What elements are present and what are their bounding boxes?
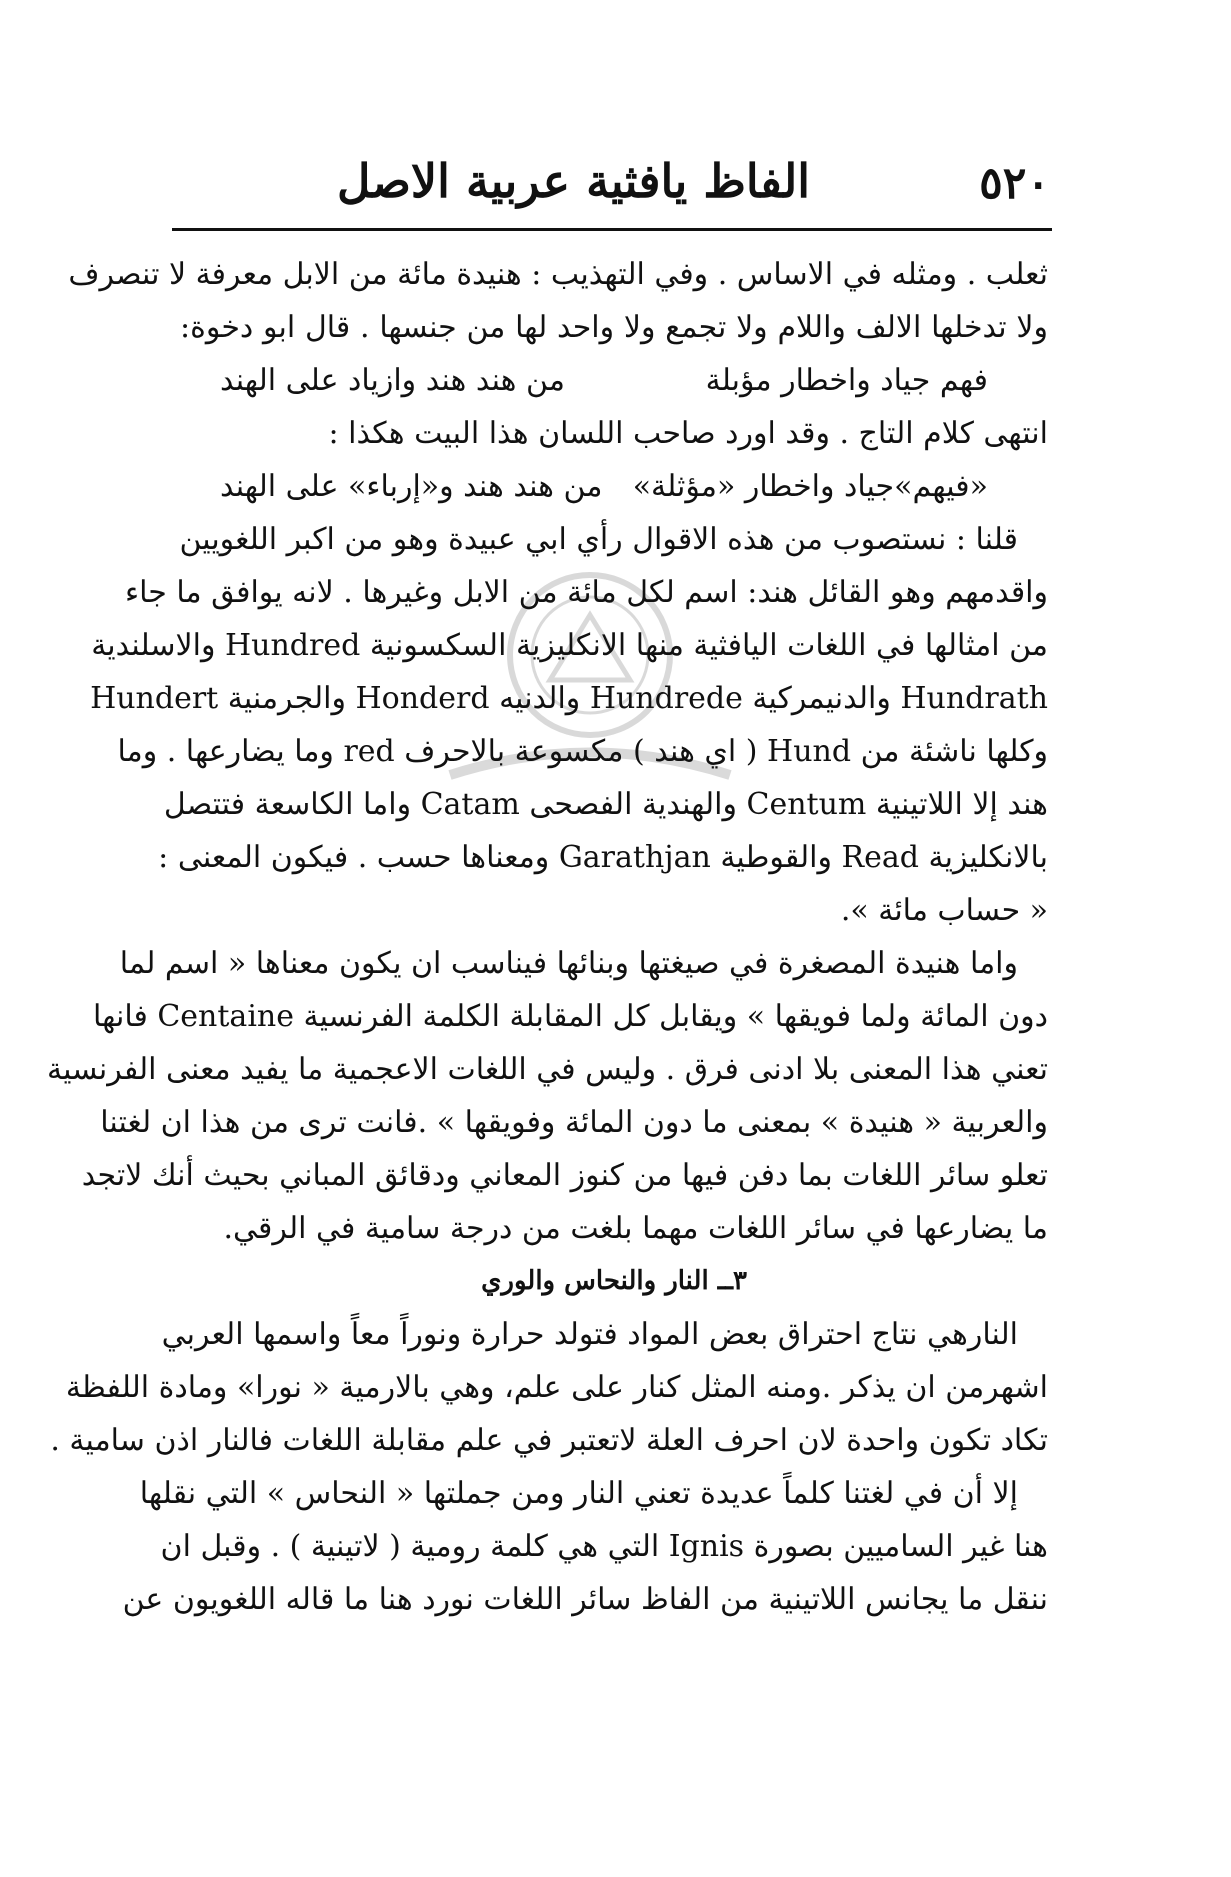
- text-line: هنا غير الساميين بصورة Ignis التي هي كلمة رومية ( لاتينية ) . وقبل ان: [160, 1529, 1048, 1564]
- text-line: « حساب مائة ».: [840, 893, 1048, 928]
- text-line: واقدمهم وهو القائل هند: اسم لكل مائة من الابل وغيرها . لانه يوافق ما جاء: [125, 575, 1048, 610]
- text-line: هند إلا اللاتينية Centum والهندية الفصحى Catam واما الكاسعة فتتصل: [163, 787, 1048, 822]
- text-line: من امثالها في اللغات اليافثية منها الانكليزية السكسونية Hundred والاسلندية: [91, 628, 1048, 663]
- body-text: [47, 248, 1048, 1626]
- header-rule: [172, 228, 1052, 231]
- text-line: ما يضارعها في سائر اللغات مهما بلغت من درجة سامية في الرقي.: [223, 1211, 1048, 1246]
- section-heading: ٣ــ النار والنحاس والوري: [481, 1266, 747, 1296]
- text-line: والعربية « هنيدة » بمعنى ما دون المائة وفويقها » .فانت ترى من هذا ان لغتنا: [100, 1105, 1048, 1140]
- poem-verse: [180, 354, 1048, 407]
- text-line: وكلها ناشئة من Hund ( اي هند ) مكسوعة بالاحرف red وما يضارعها . وما: [117, 734, 1048, 769]
- text-line: Hundrath والدنيمركية Hundrede والدنيه Honderd والجرمنية Hundert: [90, 681, 1048, 716]
- text-line: ثعلب . ومثله في الاساس . وفي التهذيب : هنيدة مائة من الابل معرفة لا تنصرف: [68, 257, 1048, 292]
- running-title: الفاظ يافثية عربية الاصل: [337, 154, 810, 208]
- text-line: ننقل ما يجانس اللاتينية من الفاظ سائر اللغات نورد هنا ما قاله اللغويون عن: [122, 1582, 1048, 1617]
- text-line: تعني هذا المعنى بلا ادنى فرق . وليس في اللغات الاعجمية ما يفيد معنى الفرنسية: [47, 1052, 1048, 1087]
- page-header: [170, 150, 1050, 220]
- text-line: تكاد تكون واحدة لان احرف العلة لاتعتبر في علم مقابلة اللغات فالنار اذن سامية .: [50, 1423, 1048, 1458]
- text-line: اشهرمن ان يذكر .ومنه المثل كنار على علم، وهي بالارمية « نورا» ومادة اللفظة: [65, 1370, 1048, 1405]
- text-line: بالانكليزية Read والقوطية Garathjan ومعناها حسب . فيكون المعنى :: [158, 840, 1048, 875]
- text-line: انتهى كلام التاج . وقد اورد صاحب اللسان هذا البيت هكذا :: [328, 416, 1048, 451]
- text-line: إلا أن في لغتنا كلماً عديدة تعني النار ومن جملتها « النحاس » التي نقلها: [139, 1476, 1018, 1511]
- verse-hemistich-second: من هند هند وازياد على الهند: [220, 363, 565, 398]
- text-line: واما هنيدة المصغرة في صيغتها وبنائها فيناسب ان يكون معناها « اسم لما: [119, 946, 1018, 981]
- text-line: قلنا : نستصوب من هذه الاقوال رأي ابي عبيدة وهو من اكبر اللغويين: [179, 522, 1018, 557]
- page-number: ٥٢٠: [979, 158, 1050, 209]
- verse-hemistich-first: فهم جياد واخطار مؤبلة: [705, 363, 988, 398]
- text-line: النارهي نتاج احتراق بعض المواد فتولد حرارة ونوراً معاً واسمها العربي: [161, 1317, 1018, 1352]
- verse-hemistich-second: من هند هند و«إرباء» على الهند: [220, 469, 603, 504]
- text-line: ولا تدخلها الالف واللام ولا تجمع ولا واحد لها من جنسها . قال ابو دخوة:: [180, 310, 1048, 345]
- poem-verse: [180, 460, 1048, 513]
- text-line: دون المائة ولما فويقها » ويقابل كل المقابلة الكلمة الفرنسية Centaine فانها: [93, 999, 1048, 1034]
- verse-hemistich-first: «فيهم»جياد واخطار «مؤثلة»: [632, 469, 988, 504]
- text-line: تعلو سائر اللغات بما دفن فيها من كنوز المعاني ودقائق المباني بحيث أنك لاتجد: [81, 1158, 1048, 1193]
